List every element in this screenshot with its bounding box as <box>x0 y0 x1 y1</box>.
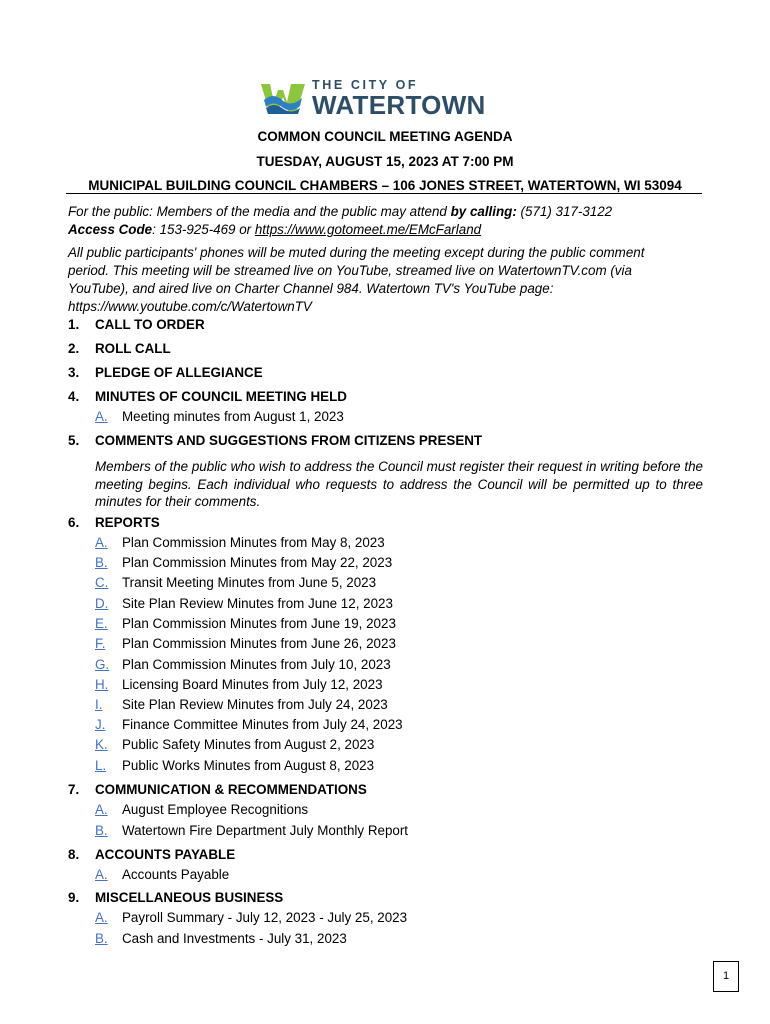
gotomeet-link[interactable]: https://www.gotomeet.me/EMcFarland <box>254 222 482 237</box>
item-link[interactable]: A. <box>95 802 108 817</box>
item-link[interactable]: A. <box>95 409 108 424</box>
item-link[interactable]: E. <box>95 616 108 631</box>
header-divider <box>66 193 702 194</box>
meeting-location: MUNICIPAL BUILDING COUNCIL CHAMBERS – 106 JONES STREET, WATERTOWN, WI 53094 <box>88 178 682 193</box>
item-link[interactable]: K. <box>95 737 108 752</box>
item-link[interactable]: L. <box>95 758 107 773</box>
access-code-line: Access Code: 153-925-469 or https://www.gotomeet.me/EMcFarland <box>68 222 482 237</box>
item-link[interactable]: B. <box>95 931 108 946</box>
item-link[interactable]: F. <box>95 636 106 651</box>
streaming-note: All public participants' phones will be muted during the meeting except during the public comment period. This meeting will be streamed live on YouTube, streamed live on WatertownTV.com (via YouTube), and aired live on Charter Channel 984. Watertown TV's YouTube page: https://www.youtube.com/c/WatertownTV <box>68 245 645 314</box>
item-link[interactable]: I. <box>95 697 103 712</box>
item-link[interactable]: A. <box>95 867 108 882</box>
meeting-date: TUESDAY, AUGUST 15, 2023 AT 7:00 PM <box>256 154 514 169</box>
item-link[interactable]: A. <box>95 535 108 550</box>
comments-note: Members of the public who wish to address the Council must register their request in writing before the meeting begins. Each individual who requests to address the Council will be permitted up to three minutes for their comments. <box>95 459 703 509</box>
city-logo <box>260 78 512 120</box>
agenda-page: THE CITY OF WATERTOWN COMMON COUNCIL MEETING AGENDA TUESDAY, AUGUST 15, 2023 AT 7:00 PM MUNICIPAL BUILDING COUNCIL CHAMBERS – 106 JONES STREET, WATERTOWN, WI 53094 For the public: Members of the media and the public may attend by calling: (571) 317-3122 Access Code: 153-925-469 or https://www.gotomeet.me/EMcFarland All public participants' phones will be muted during the meeting except during the public comment period. This meeting will be streamed live on YouTube, streamed live on WatertownTV.com (via YouTube), and aired live on Charter Channel 984. Watertown TV's YouTube page: https://www.youtube.com/c/WatertownTV 1. CALL TO ORDER 2. ROLL CALL 3. PLEDGE OF ALLEGIANCE 4. MINUTES OF COUNCIL MEETING HELD A. Meeting minutes from August 1, 2023 5. COMMENTS AND SUGGESTIONS FROM CITIZENS PRESENT Members of the public who wish to address the Council must register their request in writing before the meeting begins. Each individual who requests to address the Council will be permitted up to three minutes for their comments. 6. REPORTS A. Plan Commission Minutes from May 8, 2023 B. Plan Commission Minutes from May 22, 2023 C. Transit Meeting Minutes from June 5, 2023 D. Site Plan Review Minutes from June 12, 2023 E. Plan Commission Minutes from June 19, 2023 F. Plan Commission Minutes from June 26, 2023 G. Plan Commission Minutes from July 10, 2023 H. Licensing Board Minutes from July 12, 2023 I. Site Plan Review Minutes from July 24, 2023 J. Finance Committee Minutes from July 24, 2023 K. Public Safety Minutes from August 2, 2023 L. Public Works Minutes from August 8, 2023 7. COMMUNICATION & RECOMMENDATIONS A. August Employee Recognitions B. Watertown Fire Department July Monthly Report 8. ACCOUNTS PAYABLE A. Accounts Payable 9. MISCELLANEOUS BUSINESS A. Payroll Summary - July 12, 2023 - July 25, 2023 B. Cash and Investments - July 31, 2023 1 <box>0 0 770 1024</box>
item-link[interactable]: G. <box>95 657 110 672</box>
logo-tagline: THE CITY OF <box>312 78 419 92</box>
call-in-line: For the public: Members of the media and the public may attend by calling: (571) 317-3122 <box>68 204 613 219</box>
logo-wordmark: WATERTOWN <box>312 90 486 120</box>
item-link[interactable]: H. <box>95 677 109 692</box>
item-link[interactable]: D. <box>95 596 109 611</box>
item-link[interactable]: B. <box>95 555 108 570</box>
item-link[interactable]: C. <box>95 575 109 590</box>
item-link[interactable]: J. <box>95 717 106 732</box>
agenda-title: COMMON COUNCIL MEETING AGENDA <box>257 129 513 144</box>
item-link[interactable]: A. <box>95 910 108 925</box>
page-number: 1 <box>713 961 739 992</box>
watertown-logo-mark-icon <box>260 80 306 118</box>
public-access-info <box>68 203 708 239</box>
item-link[interactable]: B. <box>95 823 108 838</box>
